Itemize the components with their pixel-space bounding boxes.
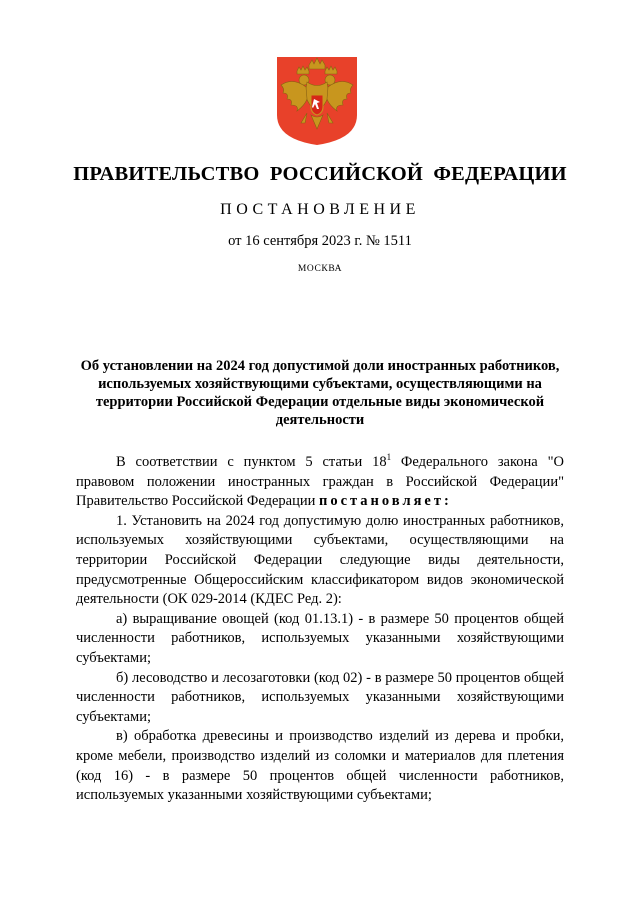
document-city: МОСКВА [297,264,343,274]
intro-paragraph [76,453,564,512]
intro-text-start: В соответствии с пунктом 5 статьи 18 [116,454,387,470]
item-b: б) лесоводство и лесозаготовки (код 02) - в размере 50 процентов общей численности работников, используемых указанными хозяйствующими субъектами; [76,669,564,725]
item-a: а) выращивание овощей (код 01.13.1) - в размере 50 процентов общей численности работников, используемых указанными хозяйствующими субъектами; [76,610,564,666]
document-body [76,453,564,806]
document-type: ПОСТАНОВЛЕНИЕ [220,201,420,218]
intro-text-end: Федерального закона "О правовом положении иностранных граждан в Российской Федерации" Правительство Российской Федерации [76,454,564,510]
item-v: в) обработка древесины и производство изделий из дерева и пробки, кроме мебели, производство изделий из соломки и материалов для плетения (код 16) - в размере 50 процентов общей численности работников, используемых указанными хозяйствующими субъектами; [76,728,564,804]
government-title: ПРАВИТЕЛЬСТВО РОССИЙСКОЙ ФЕДЕРАЦИИ [73,163,567,185]
item-1: 1. Установить на 2024 год допустимую долю иностранных работников, используемых хозяйствующими субъектами, осуществляющими на территории Российской Федерации следующие виды деятельности, предусмотренные Общероссийским классификатором видов экономической деятельности (ОК 029-2014 (КДЕС Ред. 2): [76,512,564,608]
article-superscript: 1 [386,452,392,463]
document-date-number: от 16 сентября 2023 г. № 1511 [228,233,412,249]
document-subject: Об установлении на 2024 год допустимой доли иностранных работников, используемых хозяйствующими субъектами, осуществляющими на территории Российской Федерации отдельные виды экономической деятельности [80,358,560,428]
decree-word: постановляет: [318,493,452,510]
coat-of-arms-icon [275,55,359,147]
